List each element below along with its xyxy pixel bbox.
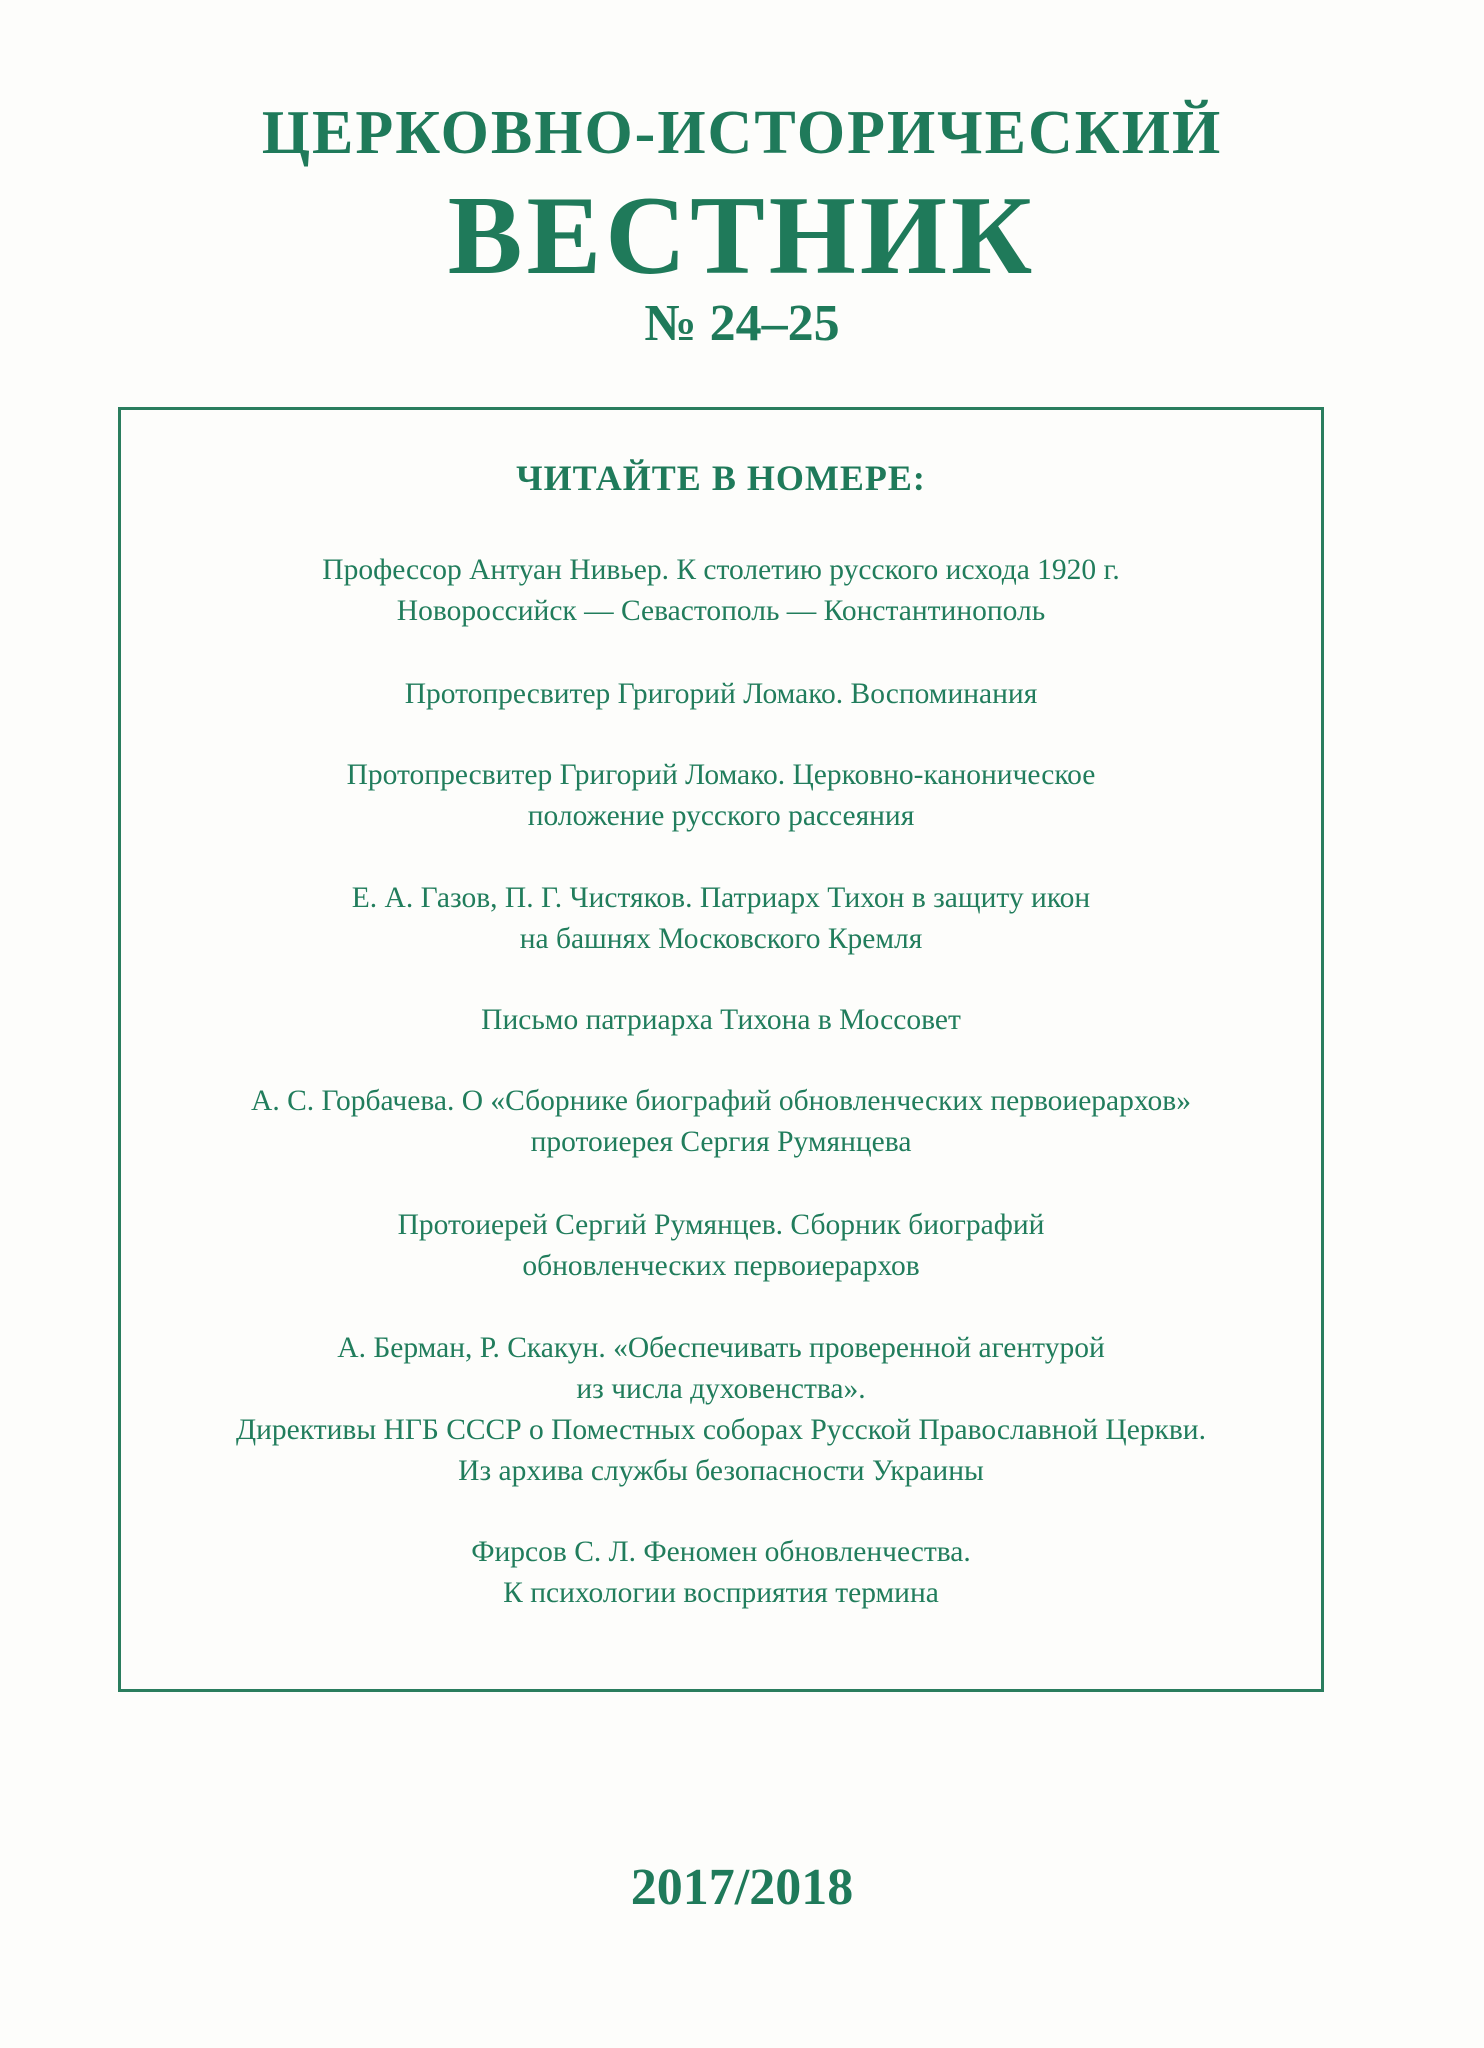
article-line: А. С. Горбачева. О «Сборнике биографий обновленческих первоиерархов» <box>251 1085 1191 1117</box>
article-entry <box>121 755 1321 837</box>
contents-heading: ЧИТАЙТЕ В НОМЕРЕ: <box>516 458 926 498</box>
article-line: Профессор Антуан Нивьер. К столетию русского исхода 1920 г. <box>322 554 1120 586</box>
article-line: А. Берман, Р. Скакун. «Обеспечивать проверенной агентурой <box>337 1332 1105 1364</box>
article-line: Новороссийск — Севастополь — Константинополь <box>396 595 1046 627</box>
article-line: Из архива службы безопасности Украины <box>458 1455 984 1487</box>
article-line: Фирсов С. Л. Феномен обновленчества. <box>471 1536 971 1568</box>
article-line: положение русского рассеяния <box>527 800 915 832</box>
article-line: Е. А. Газов, П. Г. Чистяков. Патриарх Тихон в защиту икон <box>351 882 1091 914</box>
article-line: Протопресвитер Григорий Ломако. Церковно-каноническое <box>346 759 1096 791</box>
article-line: протоиерея Сергия Румянцева <box>530 1126 912 1158</box>
journal-subtitle: ЦЕРКОВНО-ИСТОРИЧЕСКИЙ <box>261 99 1223 167</box>
article-line: на башнях Московского Кремля <box>519 923 923 955</box>
journal-title: ВЕСТНИК <box>447 174 1037 298</box>
article-entry <box>121 1000 1321 1041</box>
publication-year: 2017/2018 <box>630 1859 854 1916</box>
article-line: из числа духовенства». <box>576 1373 866 1405</box>
article-line: К психологии восприятия термина <box>503 1577 939 1609</box>
article-line: Протоиерей Сергий Румянцев. Сборник биографий <box>397 1209 1045 1241</box>
article-entry <box>121 1532 1321 1614</box>
article-line: обновленческих первоиерархов <box>522 1250 920 1282</box>
article-line: Письмо патриарха Тихона в Моссовет <box>481 1004 961 1036</box>
article-entry <box>121 1328 1321 1492</box>
issue-number: № 24–25 <box>644 295 840 352</box>
article-line: Протопресвитер Григорий Ломако. Воспоминания <box>404 678 1038 710</box>
article-entry <box>121 1081 1321 1163</box>
contents-frame <box>118 407 1324 1692</box>
article-line: Директивы НГБ СССР о Поместных соборах Русской Православной Церкви. <box>236 1414 1206 1446</box>
article-entry <box>121 878 1321 960</box>
article-entry <box>121 550 1321 632</box>
article-entry <box>121 1205 1321 1287</box>
article-entry <box>121 674 1321 715</box>
article-list <box>121 550 1321 1614</box>
